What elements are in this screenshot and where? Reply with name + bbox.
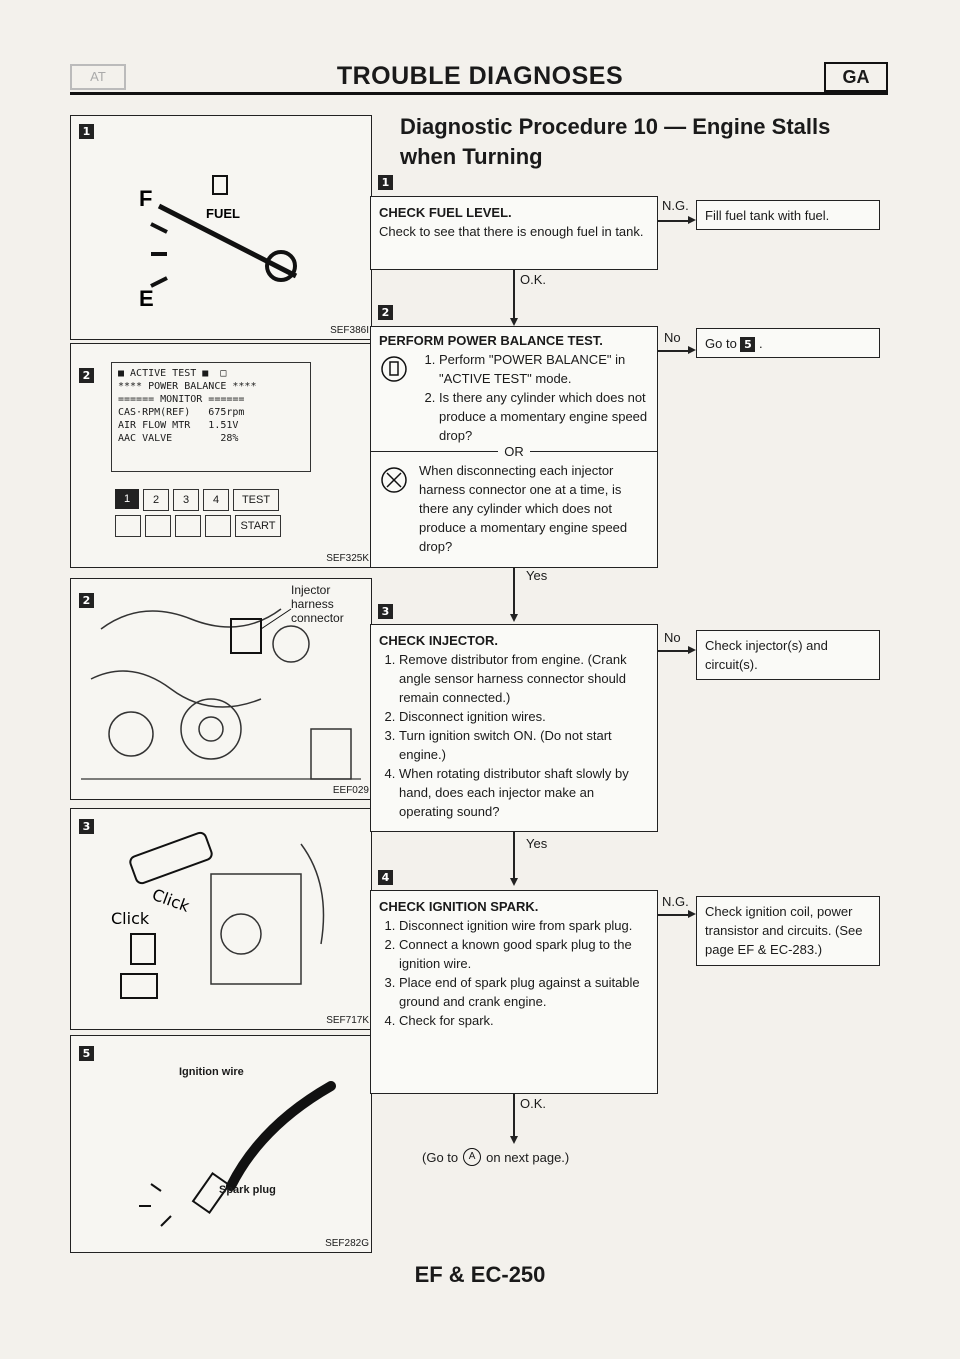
spark-plug-icon — [111, 1056, 361, 1236]
connector — [513, 1094, 515, 1118]
step-3-next-label: Yes — [526, 836, 548, 851]
step-2-or: OR — [498, 444, 530, 459]
step-3-item: 3. Turn ignition switch ON. (Do not start engine.) — [399, 726, 649, 764]
step-2-action-ref: 5 — [740, 337, 755, 352]
step-2-heading: PERFORM POWER BALANCE TEST. — [379, 333, 603, 348]
step-2-action-text: Go to — [705, 336, 737, 351]
step-3-box — [370, 624, 658, 832]
injector-callout: Injector harness connector — [291, 583, 344, 625]
gauge-empty-mark: E — [139, 286, 154, 311]
monitor-line: CAS·RPM(REF) 675rpm — [118, 407, 245, 418]
figure-spark-plug — [70, 1035, 372, 1253]
figure-injector-harness — [70, 578, 372, 800]
step-4-item: 3. Place end of spark plug against a suitable ground and crank engine. — [399, 973, 649, 1011]
monitor-keys-top — [115, 489, 279, 511]
ignition-wire-label: Ignition wire — [179, 1066, 244, 1078]
arrow-down-icon — [510, 1136, 518, 1144]
gauge-fuel-label: FUEL — [206, 206, 240, 221]
step-number-3: 3 — [378, 604, 393, 619]
monitor-key: 2 — [143, 489, 169, 511]
monitor-key: START — [235, 515, 281, 537]
step-2-box — [370, 326, 658, 568]
step-2-next-label: Yes — [526, 568, 548, 583]
connector — [658, 220, 690, 222]
page-number: EF & EC-250 — [414, 1262, 546, 1287]
arrow-right-icon — [688, 646, 696, 654]
connector — [658, 350, 690, 352]
continue-prefix: (Go to — [422, 1149, 459, 1165]
step-4-item: 1. Disconnect ignition wire from spark plug. — [399, 916, 649, 935]
distributor-drawing-icon — [91, 824, 361, 1024]
click-label: Click — [111, 909, 150, 928]
step-3-item: 1. Remove distributor from engine. (Crank angle sensor harness connector should remain connected.) — [399, 650, 649, 707]
arrow-right-icon — [688, 910, 696, 918]
connector — [513, 568, 515, 618]
monitor-key: TEST — [233, 489, 279, 511]
step-3-item: 2. Disconnect ignition wires. — [399, 707, 649, 726]
step-1-next-label: O.K. — [520, 272, 547, 287]
step-4-heading: CHECK IGNITION SPARK. — [379, 899, 539, 914]
step-4-branch-label: N.G. — [662, 894, 689, 909]
figure-ref: SEF717K — [326, 1015, 369, 1026]
step-4-box — [370, 890, 658, 1094]
connector — [513, 832, 515, 882]
monitor-line: AIR FLOW MTR 1.51V — [118, 420, 239, 431]
monitor-key — [115, 515, 141, 537]
click-label: Click — [149, 884, 192, 916]
continue-suffix: on next page.) — [486, 1149, 570, 1165]
procedure-title: Diagnostic Procedure 10 — Engine Stalls when Turning — [400, 114, 831, 169]
step-2-action — [696, 328, 880, 358]
step-2-item: 2. Is there any cylinder which does not produce a momentary engine speed drop? — [439, 388, 649, 445]
step-1-body: Check to see that there is enough fuel in tank. — [379, 224, 644, 239]
step-1-heading: CHECK FUEL LEVEL. — [379, 205, 512, 220]
connector — [513, 270, 515, 322]
step-2-action-tail: . — [759, 336, 763, 351]
step-4-item: 4. Check for spark. — [399, 1011, 649, 1030]
header-rule — [70, 92, 888, 95]
page-title: TROUBLE DIAGNOSES — [336, 62, 624, 90]
figure-consult-monitor — [70, 343, 372, 568]
figure-ref: SEF386I — [330, 325, 369, 336]
monitor-key — [175, 515, 201, 537]
monitor-keys-bottom — [115, 515, 281, 537]
figure-number: 2 — [79, 593, 94, 608]
step-3-heading: CHECK INJECTOR. — [379, 633, 498, 648]
step-number-1: 1 — [378, 175, 393, 190]
monitor-line: ■ ACTIVE TEST ■ □ — [118, 368, 227, 379]
monitor-line: AAC VALVE 28% — [118, 433, 239, 444]
arrow-down-icon — [510, 614, 518, 622]
step-1-box — [370, 196, 658, 270]
monitor-key — [205, 515, 231, 537]
step-3-branch-label: No — [664, 630, 681, 645]
monitor-screen — [111, 362, 311, 472]
figure-number: 2 — [79, 368, 94, 383]
step-4-item: 2. Connect a known good spark plug to the ignition wire. — [399, 935, 649, 973]
figure-distributor-click — [70, 808, 372, 1030]
disconnect-icon — [379, 465, 409, 495]
arrow-down-icon — [510, 878, 518, 886]
figure-number: 3 — [79, 819, 94, 834]
step-1-branch-label: N.G. — [662, 198, 689, 213]
arrow-right-icon — [688, 216, 696, 224]
step-2-item: 1. Perform "POWER BALANCE" in "ACTIVE TEST" mode. — [439, 350, 649, 388]
gauge-full-mark: F — [139, 186, 153, 211]
arrow-right-icon — [688, 346, 696, 354]
monitor-key: 3 — [173, 489, 199, 511]
step-4-next-label: O.K. — [520, 1096, 547, 1111]
monitor-line: **** POWER BALANCE **** — [118, 381, 257, 392]
step-number-4: 4 — [378, 870, 393, 885]
section-badge: GA — [824, 62, 888, 92]
step-1-action: Fill fuel tank with fuel. — [696, 200, 880, 230]
figure-ref: SEF282G — [325, 1238, 369, 1249]
figure-number: 1 — [79, 124, 94, 139]
step-number-2: 2 — [378, 305, 393, 320]
figure-fuel-gauge — [70, 115, 372, 340]
header-left-tab: AT — [70, 64, 126, 90]
figure-ref: SEF325K — [326, 553, 369, 564]
figure-ref: EEF029 — [332, 785, 369, 796]
monitor-key: 4 — [203, 489, 229, 511]
circle-a-icon: A — [463, 1148, 481, 1166]
monitor-key: 1 — [115, 489, 139, 509]
connector — [658, 914, 690, 916]
step-4-action: Check ignition coil, power transistor and circuits. (See page EF & EC-283.) — [696, 896, 880, 966]
arrow-down-icon — [510, 318, 518, 326]
continue-note — [422, 1148, 569, 1166]
fuel-gauge-icon — [111, 136, 331, 321]
monitor-key — [145, 515, 171, 537]
step-2-alt: When disconnecting each injector harness connector one at a time, is there any cylinder which does not produce a momentary engine speed drop? — [419, 463, 628, 554]
step-3-item: 4. When rotating distributor shaft slowly by hand, does each injector make an operating sound? — [399, 764, 649, 821]
consult-icon — [379, 354, 409, 384]
figure-number: 5 — [79, 1046, 94, 1061]
step-3-action: Check injector(s) and circuit(s). — [696, 630, 880, 680]
connector — [658, 650, 690, 652]
step-2-branch-label: No — [664, 330, 681, 345]
monitor-line: ====== MONITOR ====== — [118, 394, 245, 405]
spark-plug-label: Spark plug — [219, 1184, 276, 1196]
